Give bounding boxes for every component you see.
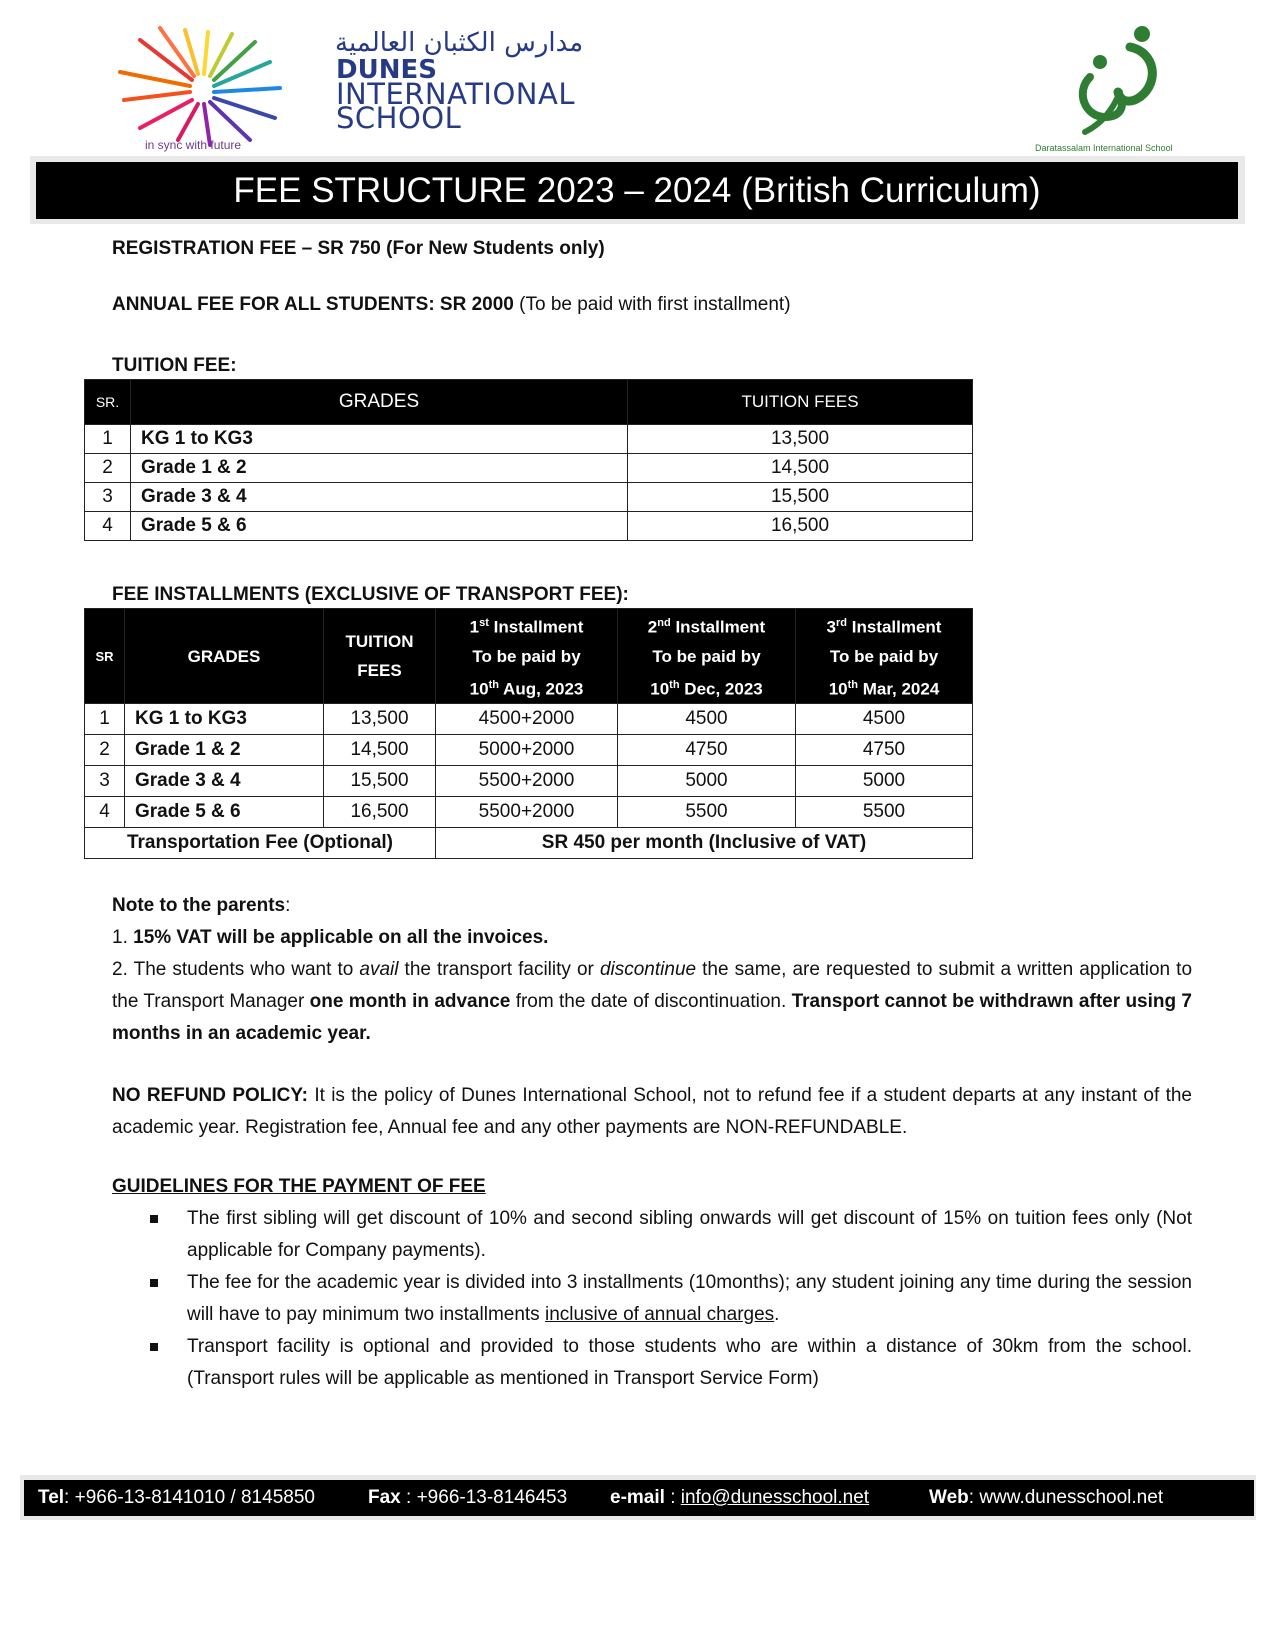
- footer-tel: [38, 1480, 315, 1516]
- table-header-row: [85, 380, 973, 425]
- table-row: [85, 425, 973, 454]
- cell-grade: Grade 5 & 6: [131, 512, 628, 541]
- bullet-icon: [150, 1279, 158, 1287]
- web-link[interactable]: : www.dunesschool.net: [968, 1487, 1164, 1508]
- email-sep: :: [664, 1487, 681, 1508]
- header-text: To be paid by: [652, 646, 761, 666]
- transport-row: [85, 828, 973, 859]
- cell-installment-3: 5000: [796, 766, 973, 797]
- school-name: [336, 55, 575, 135]
- guideline-text: The fee for the academic year is divided into 3 installments (10months); any student joining any time during the session will have to pay minimum two installments: [187, 1272, 1192, 1325]
- bullet-icon: [150, 1215, 158, 1223]
- note-2-discontinue: discontinue: [599, 959, 697, 980]
- note-2-bold: Transport cannot be withdrawn after using 7 months in an academic year.: [112, 991, 1192, 1044]
- header-text: 10: [469, 679, 489, 699]
- col-header-tuition: [324, 609, 436, 704]
- header-sup: th: [847, 678, 859, 691]
- note-1-text: 15% VAT will be applicable on all the invoices.: [133, 927, 549, 948]
- table-row: [85, 454, 973, 483]
- cell-tuition: 13,500: [324, 704, 436, 735]
- header-sup: st: [479, 617, 489, 629]
- notes-to-parents: [112, 890, 1192, 1050]
- cell-installment-1: 5500+2000: [436, 797, 618, 828]
- col-header-sr: SR: [85, 609, 125, 704]
- footer-email: [610, 1480, 869, 1516]
- tuition-fee-table: [84, 379, 973, 541]
- cell-installment-2: 5000: [618, 766, 796, 797]
- cell-installment-3: 4750: [796, 735, 973, 766]
- header-text: Dec, 2023: [679, 679, 763, 699]
- header-text: Mar, 2024: [858, 679, 940, 699]
- col-header-installment-3: [796, 609, 973, 704]
- fee-installments-table: [84, 608, 973, 859]
- table-row: [85, 766, 973, 797]
- cell-tuition: 14,500: [324, 735, 436, 766]
- refund-policy: [112, 1080, 1192, 1144]
- cell-installment-3: 4500: [796, 704, 973, 735]
- list-item: [112, 1267, 1192, 1331]
- guideline-text: Transport facility is optional and provided to those students who are within a distance of 30km from the school. (Transport rules will be applicable as mentioned in Transport Service Form): [187, 1336, 1192, 1389]
- note-2-text: the same, are requested to submit a written application to the Transport Manager: [112, 959, 1193, 1012]
- right-logo-caption: Daratassalam International School: [1035, 143, 1173, 153]
- col-header-sr: SR.: [85, 380, 131, 425]
- tuition-heading: TUITION FEE:: [112, 355, 237, 376]
- notes-title: Note to the parents: [112, 895, 286, 916]
- col-header-tuition: TUITION FEES: [628, 380, 973, 425]
- table-row: [85, 797, 973, 828]
- cell-installment-2: 5500: [618, 797, 796, 828]
- cell-installment-3: 5500: [796, 797, 973, 828]
- header-text: 2: [647, 617, 658, 637]
- page-title: FEE STRUCTURE 2023 – 2024 (British Curriculum): [36, 162, 1238, 219]
- tel-value: : +966-13-8141010 / 8145850: [64, 1487, 315, 1508]
- table-row: [85, 512, 973, 541]
- header-text: Installment: [847, 617, 942, 637]
- cell-tuition: 15,500: [324, 766, 436, 797]
- header-text: To be paid by: [472, 646, 581, 666]
- email-label: e-mail: [610, 1487, 665, 1508]
- school-name-arabic: مدارس الكثبان العالمية: [335, 28, 584, 58]
- cell-installment-1: 5000+2000: [436, 735, 618, 766]
- note-1-prefix: 1.: [112, 927, 134, 948]
- header-sup: nd: [657, 617, 671, 629]
- header-tuition-line1: TUITION: [345, 632, 414, 652]
- col-header-grades: GRADES: [125, 609, 324, 704]
- cell-grade: KG 1 to KG3: [125, 704, 324, 735]
- school-name-line-2: INTERNATIONAL: [336, 77, 575, 111]
- footer-web: [929, 1480, 1163, 1516]
- notes-colon: :: [285, 895, 291, 916]
- cell-sr: 2: [85, 454, 131, 483]
- cell-sr: 3: [85, 766, 125, 797]
- col-header-installment-2: [618, 609, 796, 704]
- cell-fee: 14,500: [628, 454, 973, 483]
- refund-label: NO REFUND POLICY:: [112, 1085, 308, 1106]
- note-2-text: the transport facility or: [398, 959, 600, 980]
- note-2-bold: one month in advance: [309, 991, 511, 1012]
- transport-value: SR 450 per month (Inclusive of VAT): [436, 828, 973, 859]
- header-text: Aug, 2023: [498, 679, 584, 699]
- fax-label: Fax: [368, 1487, 401, 1508]
- header-sup: th: [488, 678, 499, 691]
- note-2: [112, 954, 1192, 1050]
- tagline: in sync with future: [145, 138, 242, 152]
- cell-grade: Grade 3 & 4: [131, 483, 628, 512]
- header-sup: rd: [836, 617, 847, 629]
- annual-fee-label: ANNUAL FEE FOR ALL STUDENTS: SR 2000: [112, 294, 514, 315]
- header-text: 3: [826, 617, 836, 637]
- cell-sr: 4: [85, 797, 125, 828]
- refund-text: It is the policy of Dunes International School, not to refund fee if a student departs at any instant of the academic year. Registration fee, Annual fee and any other payments are NON-REFUNDABLE.: [112, 1085, 1192, 1138]
- header-sup: th: [669, 678, 680, 691]
- payment-guidelines: [112, 1171, 1192, 1395]
- school-name-line-3: SCHOOL: [336, 101, 462, 135]
- header-text: To be paid by: [829, 646, 939, 666]
- list-item: [112, 1203, 1192, 1267]
- col-header-grades: GRADES: [131, 380, 628, 425]
- table-row: [85, 735, 973, 766]
- cell-sr: 1: [85, 425, 131, 454]
- fax-value: : +966-13-8146453: [400, 1487, 568, 1508]
- cell-installment-2: 4750: [618, 735, 796, 766]
- cell-sr: 4: [85, 512, 131, 541]
- footer-contact-bar: [24, 1480, 1254, 1516]
- list-item: [112, 1331, 1192, 1395]
- registration-fee: REGISTRATION FEE – SR 750 (For New Students only): [112, 238, 605, 259]
- cell-grade: KG 1 to KG3: [131, 425, 628, 454]
- daratassalam-logo: [1060, 22, 1180, 142]
- guideline-underlined: inclusive of annual charges: [544, 1304, 775, 1325]
- cell-installment-2: 4500: [618, 704, 796, 735]
- note-2-text: 2. The students who want to: [112, 959, 360, 980]
- cell-fee: 16,500: [628, 512, 973, 541]
- cell-sr: 2: [85, 735, 125, 766]
- header-text: Installment: [488, 617, 584, 637]
- transport-label: Transportation Fee (Optional): [85, 828, 436, 859]
- cell-fee: 13,500: [628, 425, 973, 454]
- annual-fee-note: (To be paid with first installment): [513, 294, 791, 315]
- guidelines-heading: GUIDELINES FOR THE PAYMENT OF FEE: [112, 1176, 486, 1197]
- installments-heading: FEE INSTALLMENTS (EXCLUSIVE OF TRANSPORT FEE):: [112, 584, 629, 605]
- cell-sr: 1: [85, 704, 125, 735]
- col-header-installment-1: [436, 609, 618, 704]
- header-text: 10: [828, 679, 848, 699]
- email-link[interactable]: info@dunesschool.net: [680, 1487, 870, 1508]
- note-2-avail: avail: [359, 959, 399, 980]
- table-row: [85, 704, 973, 735]
- web-label: Web: [929, 1487, 969, 1508]
- cell-grade: Grade 5 & 6: [125, 797, 324, 828]
- cell-grade: Grade 1 & 2: [131, 454, 628, 483]
- table-header-row: [85, 609, 973, 704]
- cell-fee: 15,500: [628, 483, 973, 512]
- tel-label: Tel: [38, 1487, 65, 1508]
- cell-grade: Grade 3 & 4: [125, 766, 324, 797]
- guideline-text: The first sibling will get discount of 10% and second sibling onwards will get discount of 15% on tuition fees only (Not applicable for Company payments).: [187, 1208, 1192, 1261]
- annual-fee: [112, 294, 791, 316]
- cell-tuition: 16,500: [324, 797, 436, 828]
- footer-fax: [368, 1480, 567, 1516]
- cell-grade: Grade 1 & 2: [125, 735, 324, 766]
- cell-sr: 3: [85, 483, 131, 512]
- header-tuition-line2: FEES: [357, 661, 402, 681]
- bullet-icon: [150, 1343, 158, 1351]
- guideline-text: .: [774, 1304, 780, 1325]
- header-text: 1: [469, 617, 480, 637]
- cell-installment-1: 5500+2000: [436, 766, 618, 797]
- school-name-line-1: DUNES: [336, 55, 437, 85]
- header-text: Installment: [670, 617, 766, 637]
- table-row: [85, 483, 973, 512]
- header-text: 10: [650, 679, 670, 699]
- cell-installment-1: 4500+2000: [436, 704, 618, 735]
- note-2-text: from the date of discontinuation.: [510, 991, 792, 1012]
